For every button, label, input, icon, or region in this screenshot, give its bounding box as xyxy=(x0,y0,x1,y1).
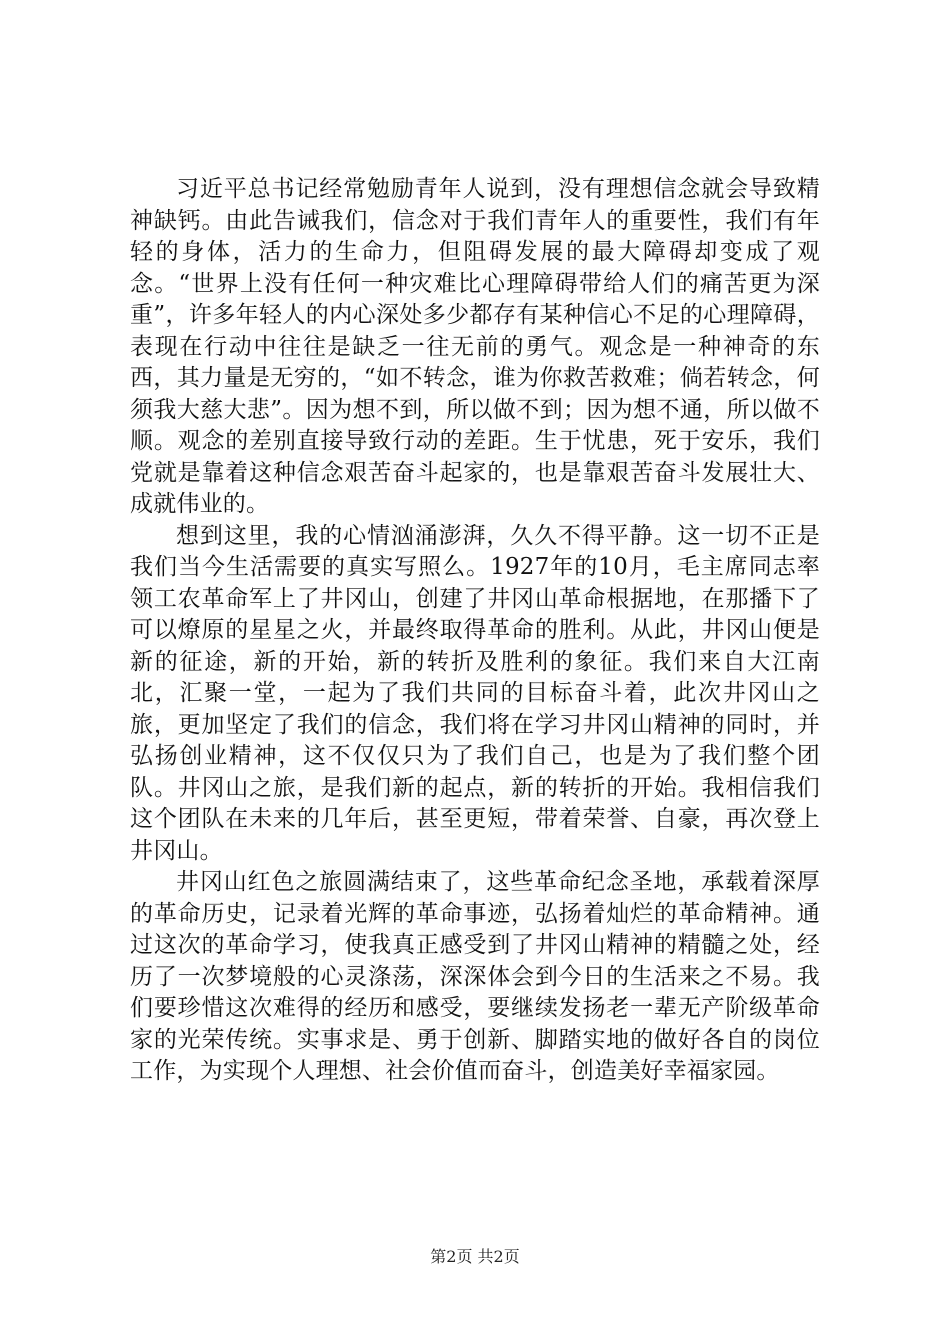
document-body xyxy=(130,174,820,1088)
page-number-label: 第2页 共2页 xyxy=(430,1247,520,1266)
paragraph-3: 井冈山红色之旅圆满结束了，这些革命纪念圣地，承载着深厚的革命历史，记录着光辉的革命事迹，弘扬着灿烂的革命精神。通过这次的革命学习，使我真正感受到了井冈山精神的精髓之处，经历了一次梦境般的心灵涤荡，深深体会到今日的生活来之不易。我们要珍惜这次难得的经历和感受，要继续发扬老一辈无产阶级革命家的光荣传统。实事求是、勇于创新、脚踏实地的做好各自的岗位工作，为实现个人理想、社会价值而奋斗，创造美好幸福家园。 xyxy=(130,869,820,1084)
paragraph-1: 习近平总书记经常勉励青年人说到，没有理想信念就会导致精神缺钙。由此告诫我们，信念对于我们青年人的重要性，我们有年轻的身体，活力的生命力，但阻碍发展的最大障碍却变成了观念。“世界上没有任何一种灾难比心理障碍带给人们的痛苦更为深重”，许多年轻人的内心深处多少都存有某种信心不足的心理障碍，表现在行动中往往是缺乏一往无前的勇气。观念是一种神奇的东西，其力量是无穷的，“如不转念，谁为你救苦救难；倘若转念，何须我大慈大悲”。因为想不到，所以做不到；因为想不通，所以做不顺。观念的差别直接导致行动的差距。生于忧患，死于安乐，我们党就是靠着这种信念艰苦奋斗起家的，也是靠艰苦奋斗发展壮大、成就伟业的。 xyxy=(130,176,820,517)
page-footer xyxy=(0,1244,950,1267)
paragraph-2: 想到这里，我的心情汹涌澎湃，久久不得平静。这一切不正是我们当今生活需要的真实写照么。1927年的10月，毛主席同志率领工农革命军上了井冈山，创建了井冈山革命根据地，在那播下了可以燎原的星星之火，并最终取得革命的胜利。从此，井冈山便是新的征途，新的开始，新的转折及胜利的象征。我们来自大江南北，汇聚一堂，一起为了我们共同的目标奋斗着，此次井冈山之旅，更加坚定了我们的信念，我们将在学习井冈山精神的同时，并弘扬创业精神，这不仅仅只为了我们自己，也是为了我们整个团队。井冈山之旅，是我们新的起点，新的转折的开始。我相信我们这个团队在未来的几年后，甚至更短，带着荣誉、自豪，再次登上井冈山。 xyxy=(130,522,820,864)
